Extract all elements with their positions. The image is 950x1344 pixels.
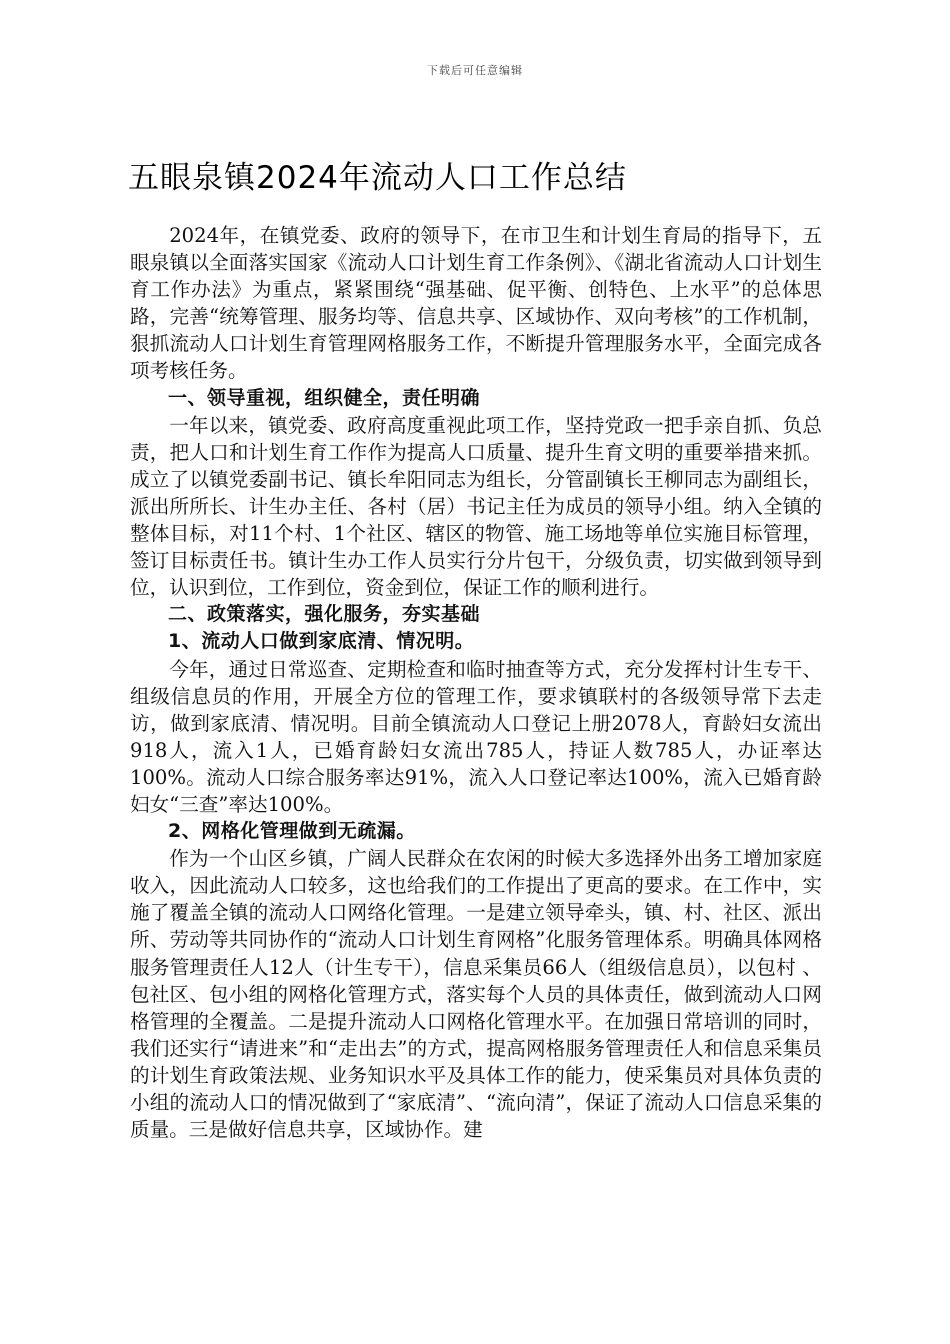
document-body — [130, 222, 822, 1143]
subsection-heading-2-1: 1、流动人口做到家底清、情况明。 — [168, 630, 475, 653]
header-note: 下载后可任意编辑 — [427, 64, 523, 77]
section-heading-1: 一、领导重视，组织健全，责任明确 — [168, 386, 481, 409]
section-1-paragraph: 一年以来，镇党委、政府高度重视此项工作，坚持党政一把手亲自抓、负总责，把人口和计划生育工作作为提高人口质量、提升生育文明的重要举措来抓。成立了以镇党委副书记、镇长牟阳同志为组长，分管副镇长王柳同志为副组长，派出所所长、计生办主任、各村（居）书记主任为成员的领导小组。纳入全镇的整体目标，对11个村、1个社区、辖区的物管、施工场地等单位实施目标管理，签订目标责任书。镇计生办工作人员实行分片包干，分级负责，切实做到领导到位，认识到位，工作到位，资金到位，保证工作的顺利进行。 — [130, 413, 822, 600]
section-heading-2: 二、政策落实，强化服务，夯实基础 — [168, 603, 481, 626]
subsection-heading-2-2: 2、网格化管理做到无疏漏。 — [168, 820, 416, 843]
subsection-2-1-paragraph: 今年，通过日常巡查、定期检查和临时抽查等方式，充分发挥村计生专干、组级信息员的作用，开展全方位的管理工作，要求镇联村的各级领导常下去走访，做到家底清、情况明。目前全镇流动人口登记上册2078人，育龄妇女流出918人，流入1人，已婚育龄妇女流出785人，持证人数785人，办证率达100%。流动人口综合服务率达91%，流入人口登记率达100%，流入已婚育龄妇女“三查”率达100%。 — [130, 657, 822, 816]
document-title: 五眼泉镇2024年流动人口工作总结 — [128, 160, 627, 196]
intro-paragraph: 2024年，在镇党委、政府的领导下，在市卫生和计划生育局的指导下，五眼泉镇以全面落实国家《流动人口计划生育工作条例》、《湖北省流动人口计划生育工作办法》为重点，紧紧围绕“强基础、促平衡、创特色、上水平”的总体思路，完善“统筹管理、服务均等、信息共享、区域协作、双向考核”的工作机制，狠抓流动人口计划生育管理网格服务工作，不断提升管理服务水平，全面完成各项考核任务。 — [130, 224, 822, 383]
subsection-2-2-paragraph: 作为一个山区乡镇，广阔人民群众在农闲的时候大多选择外出务工增加家庭收入，因此流动人口较多，这也给我们的工作提出了更高的要求。在工作中，实施了覆盖全镇的流动人口网络化管理。一是建立领导牵头，镇、村、社区、派出所、劳动等共同协作的“流动人口计划生育网格”化服务管理体系。明确具体网格服务管理责任人12人（计生专干），信息采集员66人（组级信息员），以包村 、包社区、包小组的网格化管理方式，落实每个人员的具体责任，做到流动人口网格管理的全覆盖。二是提升流动人口网格化管理水平。在加强日常培训的同时，我们还实行“请进来”和“走出去”的方式，提高网格服务管理责任人和信息采集员的计划生育政策法规、业务知识水平及具体工作的能力，使采集员对具体负责的小组的流动人口的情况做到了“家底清”、“流向清”，保证了流动人口信息采集的质量。三是做好信息共享，区域协作。建 — [130, 847, 822, 1142]
